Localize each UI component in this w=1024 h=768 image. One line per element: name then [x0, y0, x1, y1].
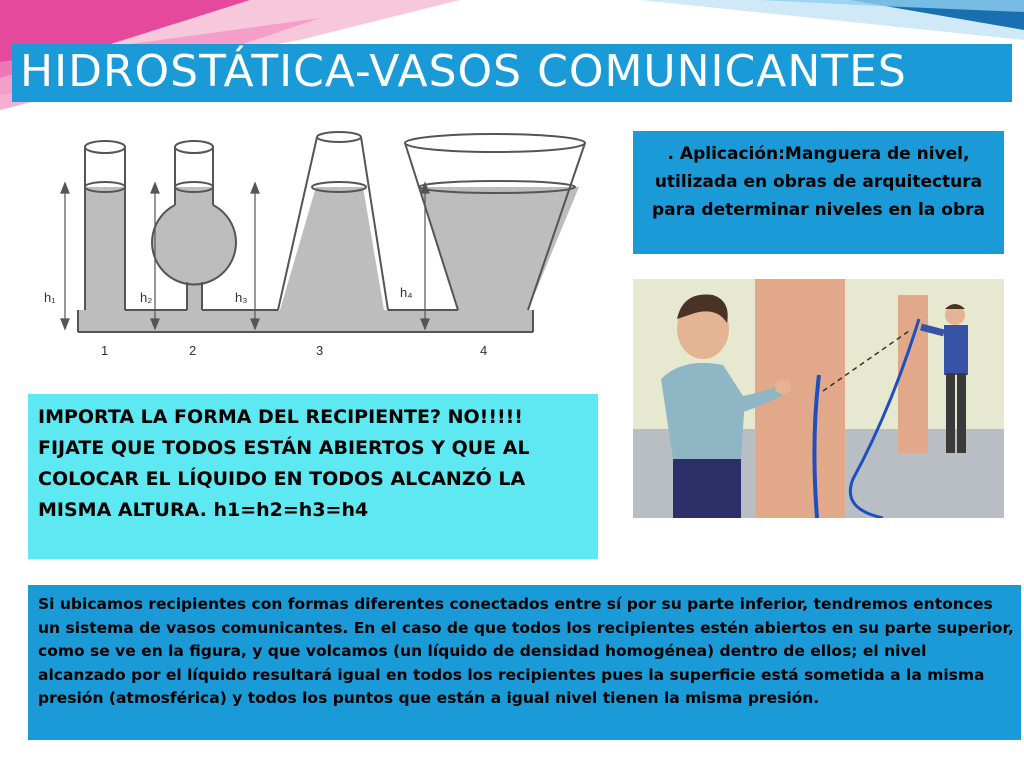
height-label-h3: h₃: [235, 290, 248, 305]
vessel-number-4: 4: [480, 343, 488, 358]
vessel-number-1: 1: [101, 343, 109, 358]
application-text: . Aplicación:Manguera de nivel, utilizada en obras de arquitectura para determinar niveles en la obra: [652, 144, 985, 220]
explanation-text: Si ubicamos recipientes con formas diferentes conectados entre sí por su parte inferior, tendremos entonces un sistema de vasos comunicantes. En el caso de que todos los recipientes estén abiertos en su parte superior, como se ve en la figura, y que volcamos (un líquido de densidad homogénea) dentro de ellos; el nivel alcanzado por el líquido resultará igual en todos los recipientes pues la superficie está sometida a la misma presión (atmosférica) y todos los puntos que están a igual nivel tienen la misma presión.: [38, 595, 1014, 707]
slide-title: HIDROSTÁTICA-VASOS COMUNICANTES: [20, 46, 907, 97]
vessel-number-3: 3: [316, 343, 324, 358]
height-label-h4: h₄: [400, 285, 413, 300]
vessel-number-2: 2: [189, 343, 197, 358]
height-label-h1: h₁: [44, 290, 56, 305]
level-hose-illustration: [633, 279, 1004, 518]
question-text: IMPORTA LA FORMA DEL RECIPIENTE? NO!!!!! FIJATE QUE TODOS ESTÁN ABIERTOS Y QUE AL COLOCAR EL LÍQUIDO EN TODOS ALCANZÓ LA MISMA ALTURA. h1=h2=h3=h4: [38, 406, 530, 521]
height-label-h2: h₂: [140, 290, 153, 305]
communicating-vessels-figure: [28, 125, 598, 370]
